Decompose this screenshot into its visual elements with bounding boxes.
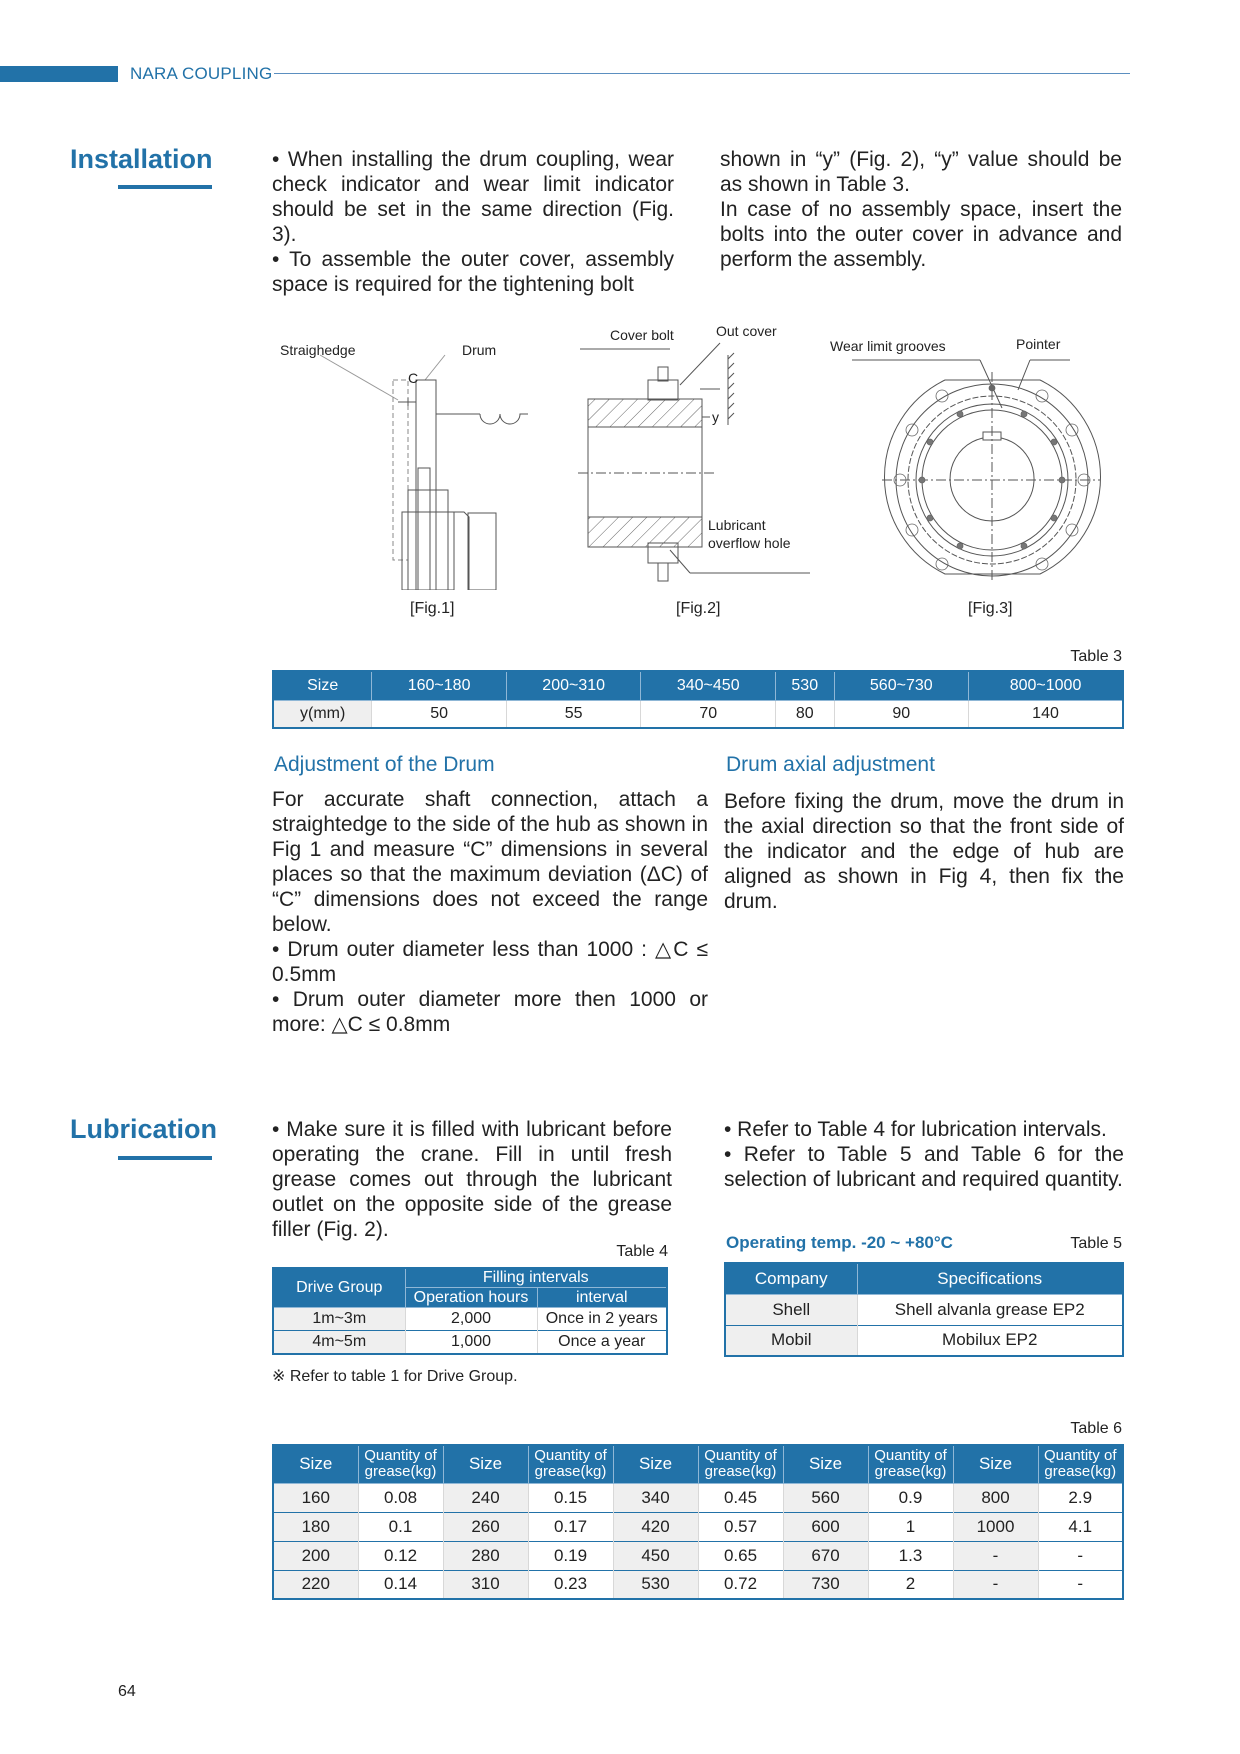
table-cell: 0.12 xyxy=(358,1541,443,1570)
table-cell: 0.17 xyxy=(528,1512,613,1541)
table-cell: Mobilux EP2 xyxy=(857,1325,1123,1356)
table-header-cell: Quantity of grease(kg) xyxy=(1038,1445,1123,1483)
table-cell: 200 xyxy=(273,1541,358,1570)
table-row xyxy=(273,1570,1123,1599)
table-row xyxy=(273,1541,1123,1570)
figure-1-straightedge-diagram xyxy=(280,330,530,590)
table-header-cell: 340~450 xyxy=(641,671,776,700)
table-header-cell: Size xyxy=(443,1445,528,1483)
lubrication-col1 xyxy=(272,1117,672,1242)
table-cell: 0.57 xyxy=(698,1512,783,1541)
table-header-cell: Company xyxy=(725,1263,857,1294)
table-header-cell: Specifications xyxy=(857,1263,1123,1294)
table-cell: 0.19 xyxy=(528,1541,613,1570)
table-cell: 1000 xyxy=(953,1512,1038,1541)
table-row xyxy=(273,1512,1123,1541)
axial-title: Drum axial adjustment xyxy=(726,753,935,776)
table6-header-row xyxy=(273,1445,1123,1483)
table-cell: 730 xyxy=(783,1570,868,1599)
table-cell: 450 xyxy=(613,1541,698,1570)
table-cell: 240 xyxy=(443,1483,528,1512)
table-header-cell: Quantity of grease(kg) xyxy=(528,1445,613,1483)
table-cell: 2.9 xyxy=(1038,1483,1123,1512)
table-header-cell: 200~310 xyxy=(506,671,641,700)
header-brand: NARA COUPLING xyxy=(130,64,273,83)
table-cell: 160 xyxy=(273,1483,358,1512)
table-header-cell: 560~730 xyxy=(834,671,969,700)
table-cell: - xyxy=(1038,1570,1123,1599)
adjustment-title: Adjustment of the Drum xyxy=(274,753,495,776)
table-cell: 2 xyxy=(868,1570,953,1599)
adjustment-paragraph: For accurate shaft connection, attach a straightedge to the side of the hub as shown in Fig 1 and measure “C” dimensions in several places so that the maximum deviation (ΔC) of “C” dimensions does not exceed the range below. xyxy=(272,788,708,936)
table-row xyxy=(273,1331,667,1354)
table-cell: 70 xyxy=(641,700,776,728)
table-row xyxy=(725,1294,1123,1325)
table-header-cell: 160~180 xyxy=(372,671,507,700)
header-rule xyxy=(274,73,1130,74)
table3-header-row xyxy=(273,671,1123,700)
fig2-label-overflow-hole: overflow hole xyxy=(708,535,791,551)
lubrication-title-underline xyxy=(118,1156,212,1160)
table5-header-row xyxy=(725,1263,1123,1294)
fig1-label-c: C xyxy=(408,370,419,386)
table-cell: Once in 2 years xyxy=(537,1308,667,1331)
table-cell: 4.1 xyxy=(1038,1512,1123,1541)
lubrication-paragraph: • Refer to Table 4 for lubrication intervals. xyxy=(724,1118,1107,1141)
table-header-cell: 530 xyxy=(776,671,834,700)
axial-paragraph: Before fixing the drum, move the drum in the axial direction so that the front side of the indicator and the edge of hub are aligned as shown in Fig 4, then fix the drum. xyxy=(724,790,1124,913)
table-cell: Mobil xyxy=(725,1325,857,1356)
fig3-caption: [Fig.3] xyxy=(968,600,1013,617)
table-cell: 0.9 xyxy=(868,1483,953,1512)
table-cell: 1.3 xyxy=(868,1541,953,1570)
table-cell: 340 xyxy=(613,1483,698,1512)
table-header-cell: Drive Group xyxy=(273,1268,405,1308)
adjustment-bullet: • Drum outer diameter less than 1000 : △C ≤ 0.5mm xyxy=(272,938,708,986)
table-row xyxy=(273,1308,667,1331)
adjustment-body xyxy=(272,787,708,1037)
table-cell: 560 xyxy=(783,1483,868,1512)
table-cell: Once a year xyxy=(537,1331,667,1354)
table-cell: 140 xyxy=(969,700,1123,728)
installation-paragraph: In case of no assembly space, insert the bolts into the outer cover in advance and perform the assembly. xyxy=(720,198,1122,271)
fig2-caption: [Fig.2] xyxy=(676,600,721,617)
installation-paragraph: shown in “y” (Fig. 2), “y” value should be as shown in Table 3. xyxy=(720,148,1122,196)
lubrication-paragraph: • Make sure it is filled with lubricant before operating the crane. Fill in until fresh grease comes out through the lubricant outlet on the opposite side of the grease filler (Fig. 2). xyxy=(272,1118,672,1241)
fig2-label-cover-bolt: Cover bolt xyxy=(610,327,674,343)
table-header-cell: Quantity of grease(kg) xyxy=(698,1445,783,1483)
table-cell: 55 xyxy=(506,700,641,728)
lubrication-paragraph: • Refer to Table 5 and Table 6 for the selection of lubricant and required quantity. xyxy=(724,1143,1124,1191)
table-cell: 0.1 xyxy=(358,1512,443,1541)
table5-label: Table 5 xyxy=(1070,1235,1122,1252)
table-cell: 1,000 xyxy=(405,1331,537,1354)
table-cell: 310 xyxy=(443,1570,528,1599)
table4-note: ※ Refer to table 1 for Drive Group. xyxy=(272,1368,518,1385)
table-cell: 0.72 xyxy=(698,1570,783,1599)
fig1-label-straightedge: Straighedge xyxy=(280,342,356,358)
table-header-cell: Size xyxy=(953,1445,1038,1483)
table-cell: 600 xyxy=(783,1512,868,1541)
adjustment-bullet: • Drum outer diameter more then 1000 or more: △C ≤ 0.8mm xyxy=(272,988,708,1036)
fig2-label-out-cover: Out cover xyxy=(716,323,777,339)
table-cell: 670 xyxy=(783,1541,868,1570)
table-header-cell: interval xyxy=(537,1288,667,1308)
table-cell: 90 xyxy=(834,700,969,728)
table-header-cell: 800~1000 xyxy=(969,671,1123,700)
table6-label: Table 6 xyxy=(1070,1420,1122,1437)
table-row xyxy=(725,1325,1123,1356)
table-cell: 420 xyxy=(613,1512,698,1541)
page-number: 64 xyxy=(118,1683,136,1700)
table-cell: 50 xyxy=(372,700,507,728)
table-cell: 180 xyxy=(273,1512,358,1541)
installation-title-underline xyxy=(118,185,212,189)
figure-2-hub-section-diagram xyxy=(570,325,830,585)
table3-label: Table 3 xyxy=(1070,648,1122,665)
table-cell: 0.65 xyxy=(698,1541,783,1570)
operating-temp-title: Operating temp. -20 ~ +80°C xyxy=(726,1233,953,1252)
fig2-label-lubricant: Lubricant xyxy=(708,517,766,533)
table-cell: Shell alvanla grease EP2 xyxy=(857,1294,1123,1325)
table-cell: Shell xyxy=(725,1294,857,1325)
table4 xyxy=(272,1267,668,1355)
table-header-cell: Operation hours xyxy=(405,1288,537,1308)
table-cell: - xyxy=(1038,1541,1123,1570)
fig3-label-pointer: Pointer xyxy=(1016,336,1061,352)
table-cell: - xyxy=(953,1541,1038,1570)
table-cell: y(mm) xyxy=(273,700,372,728)
table-cell: 220 xyxy=(273,1570,358,1599)
fig3-label-wear-limit-grooves: Wear limit grooves xyxy=(830,338,946,354)
installation-col1 xyxy=(272,147,674,297)
table-cell: 800 xyxy=(953,1483,1038,1512)
table-cell: 0.08 xyxy=(358,1483,443,1512)
fig1-caption: [Fig.1] xyxy=(410,600,455,617)
table-cell: 4m~5m xyxy=(273,1331,405,1354)
table3 xyxy=(272,670,1124,729)
table-cell: 260 xyxy=(443,1512,528,1541)
table-cell: 1 xyxy=(868,1512,953,1541)
table-cell: 2,000 xyxy=(405,1308,537,1331)
axial-body xyxy=(724,789,1124,914)
figure-3-wear-indicator-diagram xyxy=(830,330,1130,590)
header-accent-bar xyxy=(0,66,118,82)
table-cell: 80 xyxy=(776,700,834,728)
table-cell: 280 xyxy=(443,1541,528,1570)
table-header-cell: Quantity of grease(kg) xyxy=(358,1445,443,1483)
table-cell: 0.14 xyxy=(358,1570,443,1599)
table-row xyxy=(273,700,1123,728)
table-header-cell: Size xyxy=(273,671,372,700)
table5 xyxy=(724,1262,1124,1357)
table-row xyxy=(273,1483,1123,1512)
table-header-cell: Size xyxy=(613,1445,698,1483)
table4-header-row xyxy=(273,1268,667,1288)
table4-label: Table 4 xyxy=(616,1243,668,1260)
installation-paragraph: • To assemble the outer cover, assembly space is required for the tightening bolt xyxy=(272,248,674,296)
table-cell: 0.23 xyxy=(528,1570,613,1599)
table-header-cell: Size xyxy=(783,1445,868,1483)
lubrication-col2 xyxy=(724,1117,1124,1192)
lubrication-title: Lubrication xyxy=(70,1114,217,1144)
table-header-cell: Filling intervals xyxy=(405,1268,667,1288)
table-cell: 0.45 xyxy=(698,1483,783,1512)
table-header-cell: Size xyxy=(273,1445,358,1483)
fig2-label-y: y xyxy=(712,409,719,425)
installation-col2 xyxy=(720,147,1122,272)
table-cell: 0.15 xyxy=(528,1483,613,1512)
table-header-cell: Quantity of grease(kg) xyxy=(868,1445,953,1483)
table-cell: - xyxy=(953,1570,1038,1599)
table-cell: 530 xyxy=(613,1570,698,1599)
table-cell: 1m~3m xyxy=(273,1308,405,1331)
installation-paragraph: • When installing the drum coupling, wear check indicator and wear limit indicator should be set in the same direction (Fig. 3). xyxy=(272,148,674,246)
fig1-label-drum: Drum xyxy=(462,342,497,358)
installation-title: Installation xyxy=(70,144,213,174)
table6 xyxy=(272,1444,1124,1600)
